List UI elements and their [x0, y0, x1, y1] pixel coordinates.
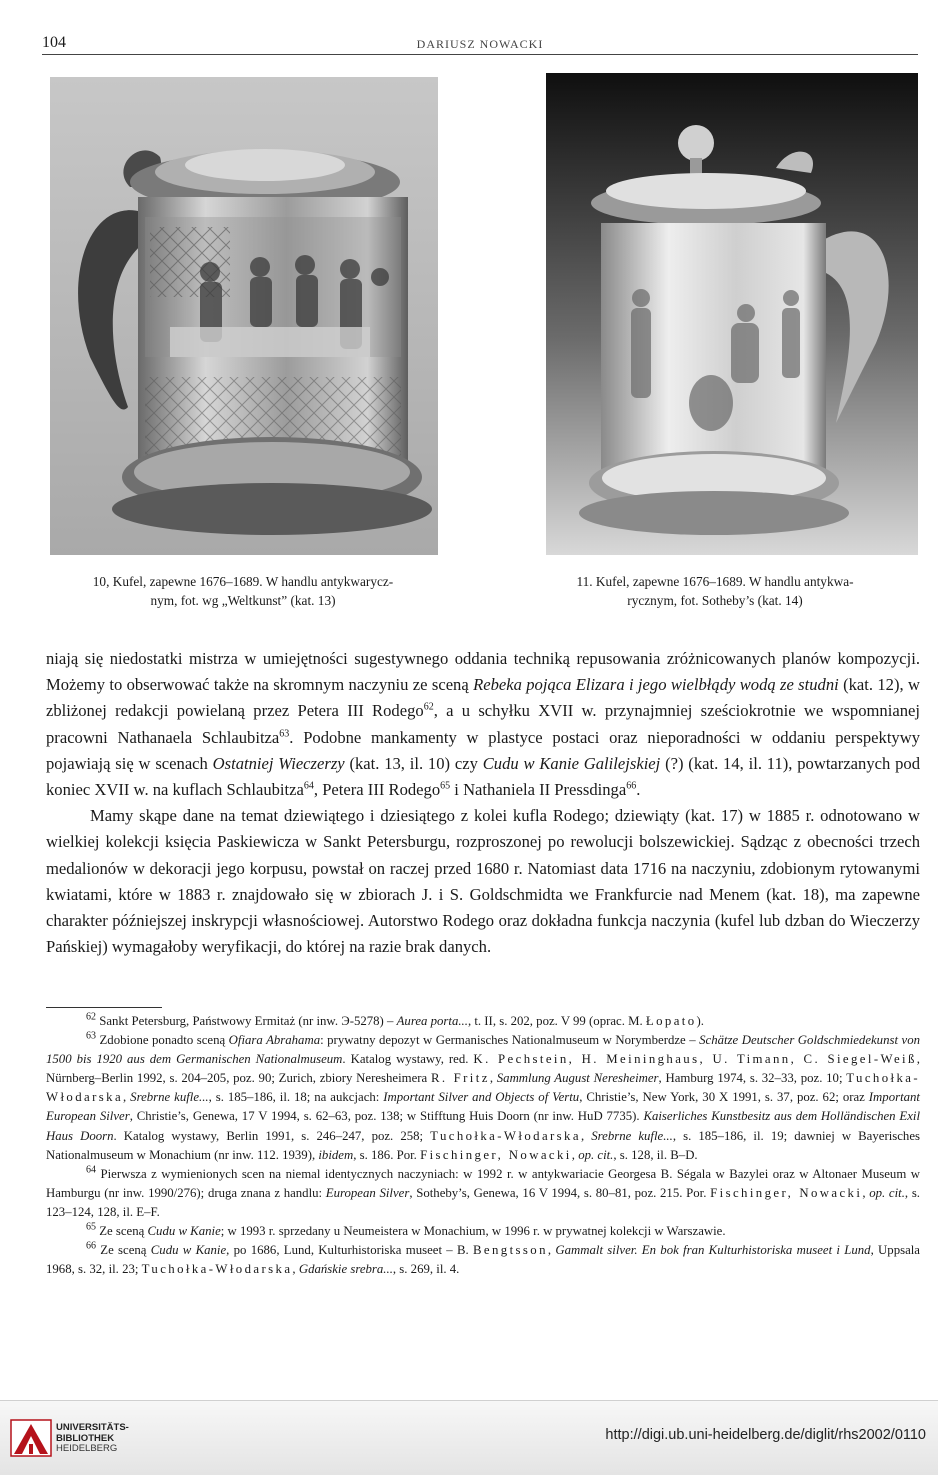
footnote-ref[interactable]: 62 [423, 701, 434, 713]
caption-line: 11. Kufel, zapewne 1676–1689. W handlu antykwa- [576, 574, 854, 589]
tankard-image [50, 77, 438, 555]
library-name [56, 1423, 129, 1455]
figure-11-caption [500, 572, 930, 610]
figure-10-caption [20, 572, 466, 610]
footnote-ref[interactable]: 66 [626, 780, 637, 792]
footnote-rule [46, 1007, 162, 1008]
tankard-image [546, 73, 918, 555]
footer-bar [0, 1400, 938, 1475]
university-library-logo-icon[interactable] [10, 1418, 52, 1458]
paragraph-2: Mamy skąpe dane na temat dziewiątego i dziesiątego z kolei kufla Rodego; dziewiąty (kat. 17) w 1885 r. odnotowano w wielkiej kolekcji księcia Paskiewicza w Sankt Petersburgu, rozproszonej po rewolucji bolszewickiej. Sądząc z obecności trzech medalionów w dekoracji jego korpusu, powstał on raczej przed 1680 r. Natomiast data 1716 na naczyniu, zdobionym rytowanymi kwiatami, które w 1883 r. znajdowało się w zbiorach J. i S. Goldschmidta we Frankfurcie nad Menem (kat. 18), ma zapewne charakter późniejszej inskrypcji własnościowej. Autorstwo Rodego oraz dokładna funkcja naczynia (kufel lub dzban do Wieczerzy Pańskiej) wymagałoby weryfikacji, do której na razie brak danych. [46, 806, 920, 957]
footnote-ref[interactable]: 65 [440, 780, 451, 792]
library-name-line: HEIDELBERG [56, 1443, 118, 1454]
footnote-ref[interactable]: 64 [303, 780, 314, 792]
document-url-link[interactable]: http://digi.ub.uni-heidelberg.de/diglit/rhs2002/0110 [605, 1427, 926, 1443]
page-header [42, 34, 918, 55]
figure-11-photo [546, 73, 918, 555]
footnotes [46, 1012, 920, 1279]
footnote-65: $^{65}$ Ze sceną Cudu w Kanie; w 1993 r. sprzedany u Neumeistera w Monachium, w 1996 r. w prywatnej kolekcji w Warszawie. [86, 1221, 726, 1239]
running-head: DARIUSZ NOWACKI [416, 37, 544, 51]
figure-10-photo [50, 77, 438, 555]
caption-line: rycznym, fot. Sotheby’s (kat. 14) [627, 593, 803, 608]
paragraph-1: niają się niedostatki mistrza w umiejętności sugestywnego oddania techniką repusowania zróżnicowanych planów kompozycji. Możemy to obserwować także na skromnym naczyniu ze sceną Rebeka pojąca Elizara i jego wielbłądy wodą ze studni (kat. 12), w zbliżonej redakcji powielaną przez Petera III Rodego$^{62}$, a u schyłku XVII w. przynajmniej sześciokrotnie we wspomnianej pracowni Nathanaela Schlaubitza$^{63}$. Podobne mankamenty w plastyce postaci oraz nieporadności w oddaniu perspektywy pojawiają się w scenach Ostatniej Wieczerzy (kat. 13, il. 10) czy Cudu w Kanie Galilejskiej (?) (kat. 14, il. 11), powtarzanych pod koniec XVII w. na kuflach Schlaubitza$^{64}$, Petera III Rodego$^{65}$ i Nathaniela II Pressdinga$^{66}$. [46, 649, 921, 800]
footnote-63: $^{63}$ Zdobione ponadto sceną Ofiara Abrahama: prywatny depozyt w Germanisches Nationalmuseum w Norymberdze – Schätze Deutscher Goldschmiedekunst von 1500 bis 1920 aus dem Germanischen Nationalmuseum. Katalog wystawy, red. K. Pechstein, H. Meininghaus, U. Timann, C. Siegel-Weiß, Nürnberg–Berlin 1992, s. 204–205, poz. 90; Zurich, zbiory Neresheimera R. Fritz, Sammlung August Neresheimer, Hamburg 1974, s. 32–33, poz. 10; Tuchołka-Włodarska, Srebrne kufle..., s. 185–186, il. 18; na aukcjach: Important Silver and Objects of Vertu, Christie’s, New York, 30 X 1991, s. 37, poz. 62; oraz Important European Silver, Christie’s, Genewa, 17 V 1994, s. 62–63, poz. 138; w Stifftung Huis Doorn (nr inw. HuD 7735). Kaiserliches Kunstbesitz aus dem Holländischen Exil Haus Doorn. Katalog wystawy, Berlin 1991, s. 246–247, poz. 258; Tuchołka-Włodarska, Srebrne kufle..., s. 185–186, il. 19; dawniej w Bayerisches Nationalmuseum w Monachium (nr inw. 112. 1939), ibidem, s. 186. Por. Fischinger, Nowacki, op. cit., s. 128, il. B–D. [46, 1030, 920, 1162]
caption-line: nym, fot. wg „Weltkunst” (kat. 13) [150, 593, 336, 608]
footnote-ref[interactable]: 63 [279, 728, 290, 740]
footnote-66: $^{66}$ Ze sceną Cudu w Kanie, po 1686, Lund, Kulturhistoriska museet – B. Bengtsson, Gammalt silver. En bok fran Kulturhistoriska museet i Lund, Uppsala 1968, s. 32, il. 23; Tuchołka-Włodarska, Gdańskie srebra..., s. 269, il. 4. [46, 1240, 920, 1277]
footnote-64: $^{64}$ Pierwsza z wymienionych scen na niemal identycznych naczyniach: w 1992 r. w antykwariacie Georgesa B. Ségala w Bazylei oraz w Altonaer Museum w Hamburgu (nr inw. 1990/276); druga znana z handlu: European Silver, Sotheby’s, Genewa, 16 V 1994, s. 80–81, poz. 215. Por. Fischinger, Nowacki, op. cit., s. 123–124, 128, il. E–F. [46, 1164, 920, 1219]
page-number: 104 [42, 34, 66, 51]
library-name-line: UNIVERSITÄTS- [56, 1422, 129, 1433]
body-text [46, 646, 920, 960]
library-name-line: BIBLIOTHEK [56, 1432, 115, 1444]
caption-line: 10, Kufel, zapewne 1676–1689. W handlu antykwarycz- [92, 574, 394, 589]
footnote-62: $^{62}$ Sankt Petersburg, Państwowy Ermitaż (nr inw. Э-5278) – Aurea porta..., t. II, s. 202, poz. V 99 (oprac. M. Łopato). [86, 1011, 705, 1028]
